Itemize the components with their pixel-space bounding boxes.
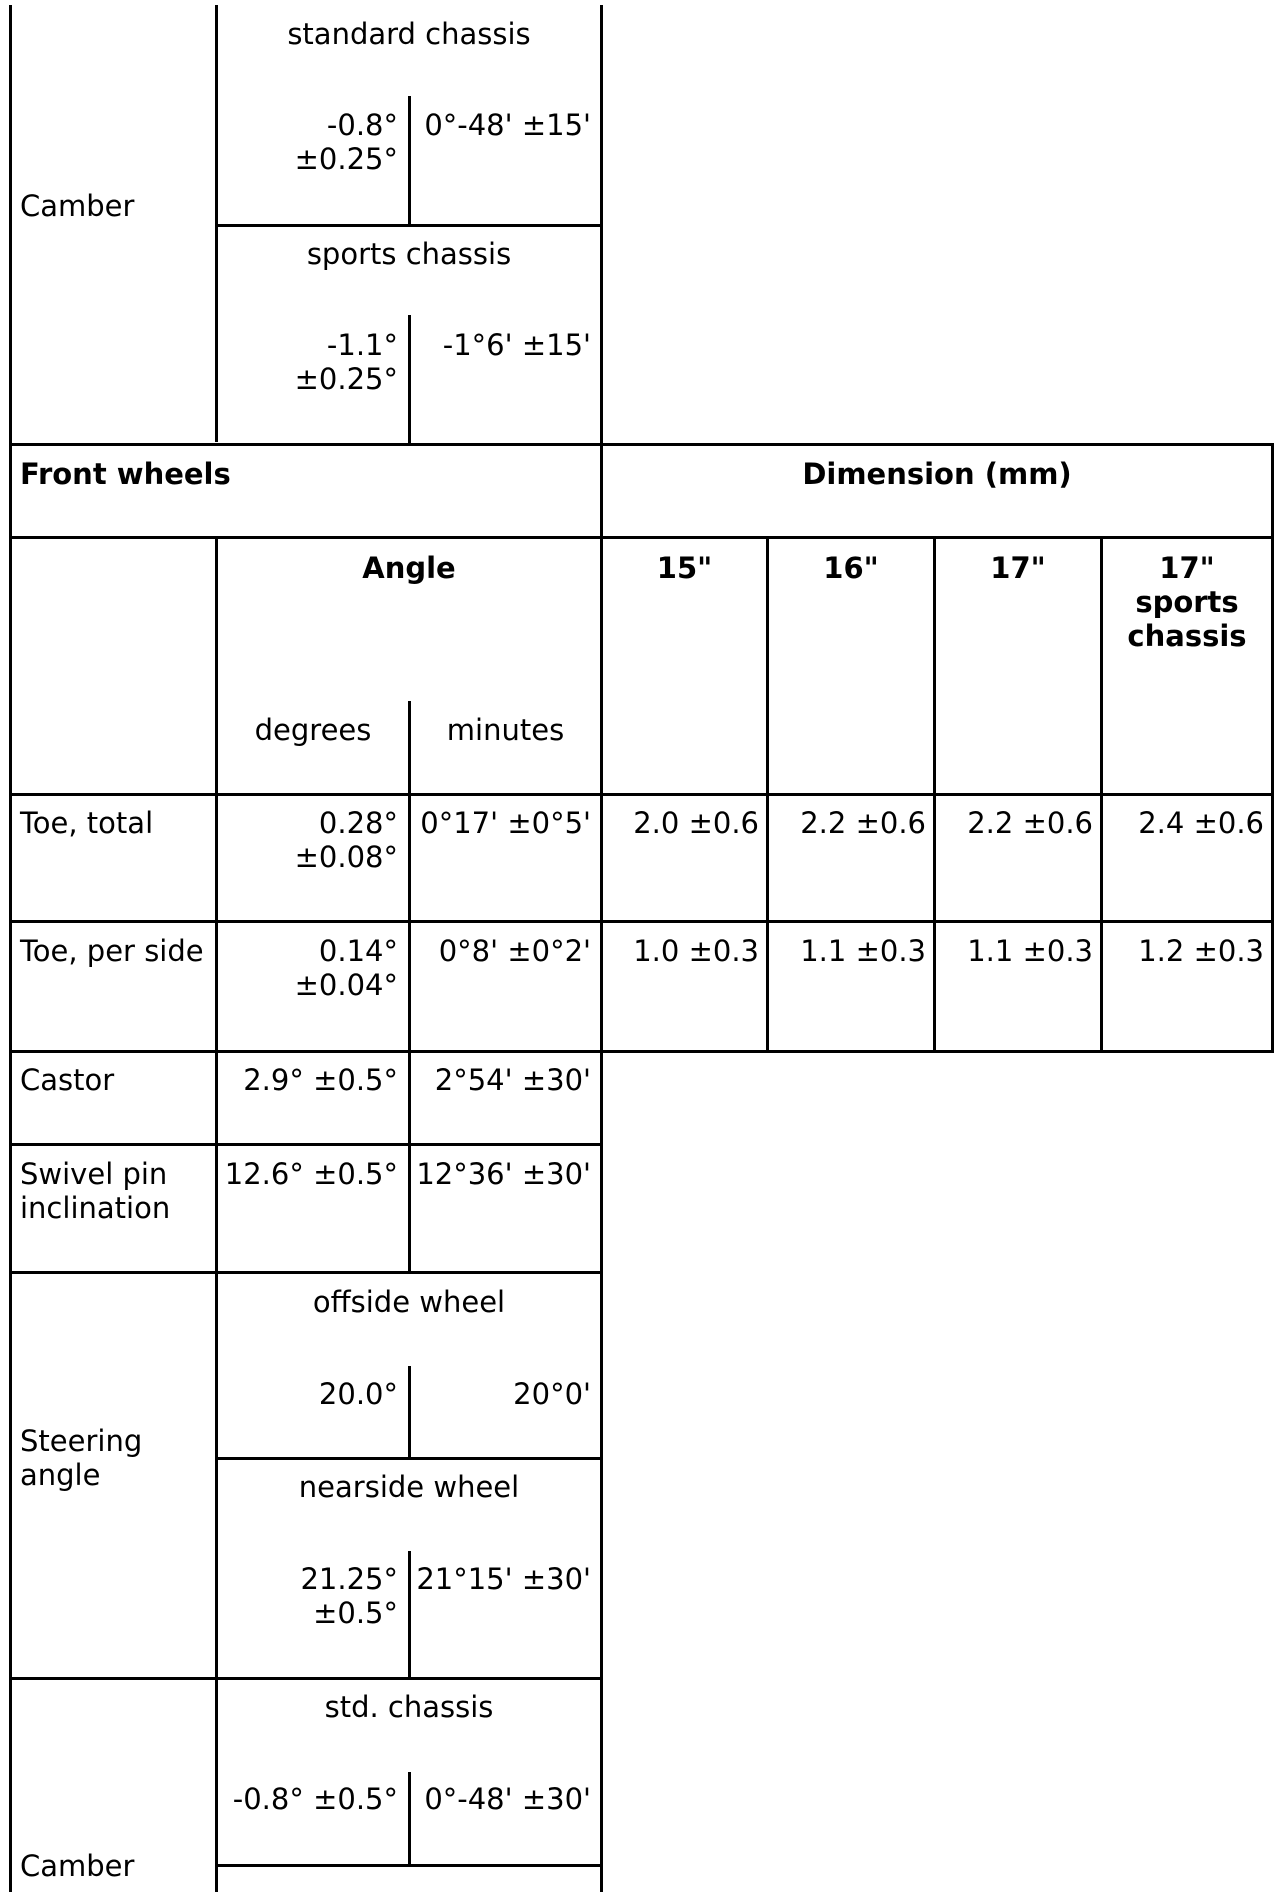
subheading-degrees: degrees [254,713,372,747]
castor-degrees: 2.9° ±0.5° [243,1063,398,1097]
camber-sports-degrees-tolerance: ±0.25° [294,362,398,396]
row-label-steering: angle [20,1458,101,1492]
row-label-swivel: inclination [20,1191,171,1225]
camber-std-minutes: 0°-48' ±30' [424,1782,591,1816]
subheading-sports-chassis: sports chassis [306,237,512,271]
swivel-minutes: 12°36' ±30' [416,1157,591,1191]
heading-size-15: 15" [656,551,713,585]
heading-size-16: 16" [823,551,879,585]
swivel-degrees: 12.6° ±0.5° [224,1157,398,1191]
heading-angle: Angle [362,551,456,585]
row-divider [9,443,1274,446]
cell-divider [215,1864,603,1867]
heading-dimension: Dimension (mm) [802,457,1072,491]
subheading-standard-chassis: standard chassis [287,17,531,51]
nearside-degrees-tolerance: ±0.5° [313,1596,398,1630]
subheading-minutes: minutes [446,713,565,747]
row-label-steering: Steering [20,1424,143,1458]
camber-std-degrees: -0.8° ±0.5° [232,1782,398,1816]
nearside-degrees: 21.25° [300,1562,398,1596]
row-divider [9,1271,603,1274]
offside-degrees: 20.0° [318,1377,398,1411]
offside-minutes: 20°0' [513,1377,591,1411]
toe-side-17-sports: 1.2 ±0.3 [1138,934,1264,968]
row-label-toe-per-side: Toe, per side [20,934,204,968]
camber-sports-degrees: -1.1° [326,328,398,362]
toe-side-15: 1.0 ±0.3 [633,934,759,968]
nearside-minutes: 21°15' ±30' [416,1562,591,1596]
heading-size-17-sports: 17" [1159,551,1215,585]
row-divider [9,793,1274,796]
toe-total-16: 2.2 ±0.6 [800,806,926,840]
toe-side-minutes: 0°8' ±0°2' [438,934,591,968]
cell-divider [215,224,603,227]
toe-total-degrees: 0.28° [318,806,398,840]
subheading-std-chassis: std. chassis [324,1690,494,1724]
castor-minutes: 2°54' ±30' [434,1063,591,1097]
toe-side-16: 1.1 ±0.3 [800,934,926,968]
heading-front-wheels: Front wheels [20,457,231,491]
toe-side-degrees: 0.14° [318,934,398,968]
heading-size-17: 17" [990,551,1046,585]
camber-standard-minutes: 0°-48' ±15' [424,108,591,142]
camber-standard-degrees-tolerance: ±0.25° [294,142,398,176]
table-border-left [9,5,12,1892]
toe-total-17-sports: 2.4 ±0.6 [1138,806,1264,840]
subheading-nearside-wheel: nearside wheel [298,1470,520,1504]
row-divider [9,920,1274,923]
row-label-toe-total: Toe, total [20,806,154,840]
toe-side-degrees-tolerance: ±0.04° [294,968,398,1002]
toe-total-17: 2.2 ±0.6 [967,806,1093,840]
toe-total-15: 2.0 ±0.6 [633,806,759,840]
cell-divider [215,1457,603,1460]
toe-side-17: 1.1 ±0.3 [967,934,1093,968]
heading-size-17-sports: sports [1135,585,1239,619]
camber-sports-minutes: -1°6' ±15' [442,328,591,362]
heading-size-17-sports: chassis [1127,619,1247,653]
toe-total-degrees-tolerance: ±0.08° [294,840,398,874]
row-label-camber: Camber [20,189,135,223]
camber-standard-degrees: -0.8° [326,108,398,142]
row-divider [9,1143,603,1146]
subheading-offside-wheel: offside wheel [312,1285,506,1319]
toe-total-minutes: 0°17' ±0°5' [420,806,591,840]
row-label-castor: Castor [20,1063,115,1097]
row-divider [9,1677,603,1680]
table-border-right [1271,443,1274,1052]
row-divider [9,536,1274,539]
row-divider [9,1050,1274,1053]
row-label-camber-front: Camber [20,1849,135,1883]
row-label-swivel: Swivel pin [20,1157,168,1191]
